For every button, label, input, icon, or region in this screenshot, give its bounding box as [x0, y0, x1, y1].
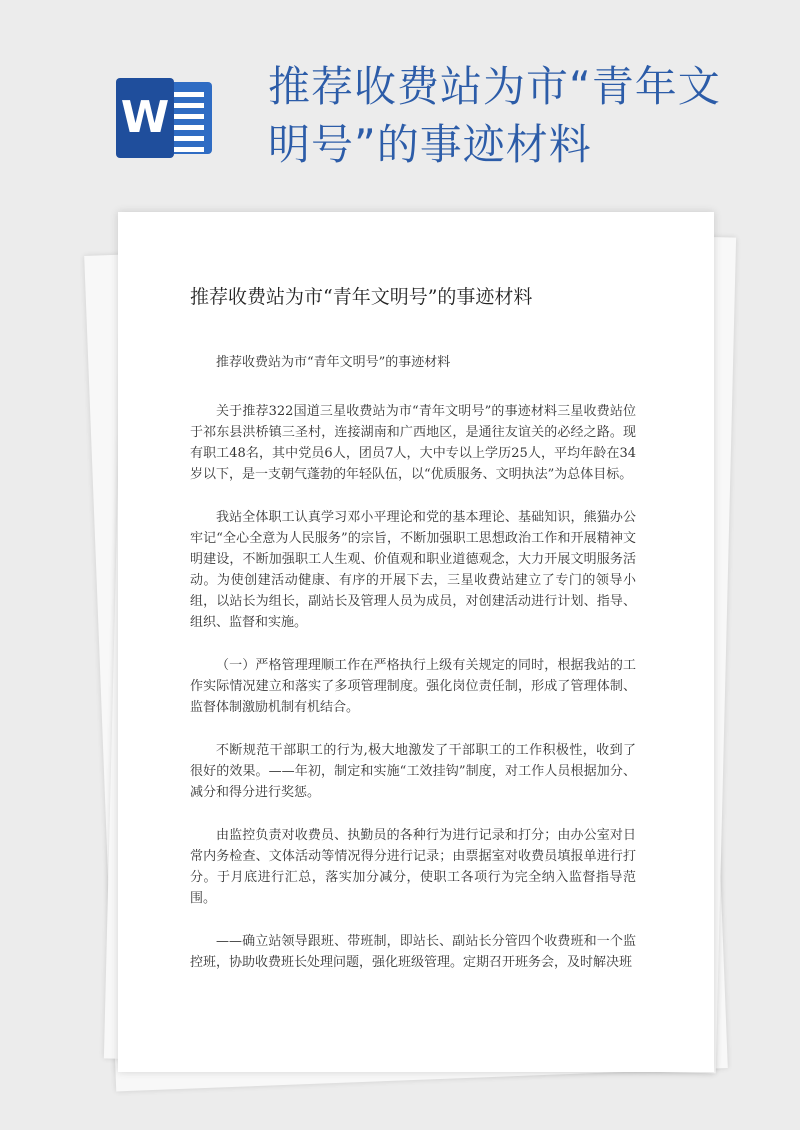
word-document-icon: [116, 78, 216, 158]
document-subtitle: 推荐收费站为市“青年文明号”的事迹材料: [216, 355, 451, 370]
paragraph: 由监控负责对收费员、执勤员的各种行为进行记录和打分；由办公室对日常内务检查、文体活动等情况得分进行记录；由票据室对收费员填报单进行打分。于月底进行汇总，落实加分减分，使职工各项行为完全纳入监督指导范围。: [190, 828, 636, 906]
paragraph: 不断规范干部职工的行为,极大地激发了干部职工的工作积极性，收到了很好的效果。——年初，制定和实施“工效挂钩”制度，对工作人员根据加分、减分和得分进行奖惩。: [190, 743, 636, 800]
paragraph: （一）严格管理理顺工作在严格执行上级有关规定的同时，根据我站的工作实际情况建立和落实了多项管理制度。强化岗位责任制，形成了管理体制、监督体制激励机制有机结合。: [190, 658, 636, 715]
paragraph: 关于推荐322国道三星收费站为市“青年文明号”的事迹材料三星收费站位于祁东县洪桥镇三圣村，连接湖南和广西地区，是通往友谊关的必经之路。现有职工48名，其中党员6人，团员7人，大中专以上学历25人，平均年龄在34岁以下，是一支朝气蓬勃的年轻队伍，以“优质服务、文明执法”为总体目标。: [190, 404, 636, 482]
paragraph: ——确立站领导跟班、带班制，即站长、副站长分管四个收费班和一个监控班，协助收费班长处理问题，强化班级管理。定期召开班务会，及时解决班: [190, 934, 636, 970]
document-page[interactable]: [118, 212, 714, 1072]
header: [0, 0, 800, 200]
word-icon-badge: W: [116, 78, 174, 158]
page-title: 推荐收费站为市“青年文明号”的事迹材料: [268, 62, 721, 169]
paragraph: 我站全体职工认真学习邓小平理论和党的基本理论、基础知识，熊猫办公牢记“全心全意为人民服务”的宗旨，不断加强职工思想政治工作和开展精神文明建设，不断加强职工人生观、价值观和职业道德观念，大力开展文明服务活动。为使创建活动健康、有序的开展下去，三星收费站建立了专门的领导小组，以站长为组长，副站长及管理人员为成员，对创建活动进行计划、指导、组织、监督和实施。: [190, 510, 636, 630]
document-body: [190, 352, 636, 995]
document-title: 推荐收费站为市“青年文明号”的事迹材料: [190, 286, 533, 308]
